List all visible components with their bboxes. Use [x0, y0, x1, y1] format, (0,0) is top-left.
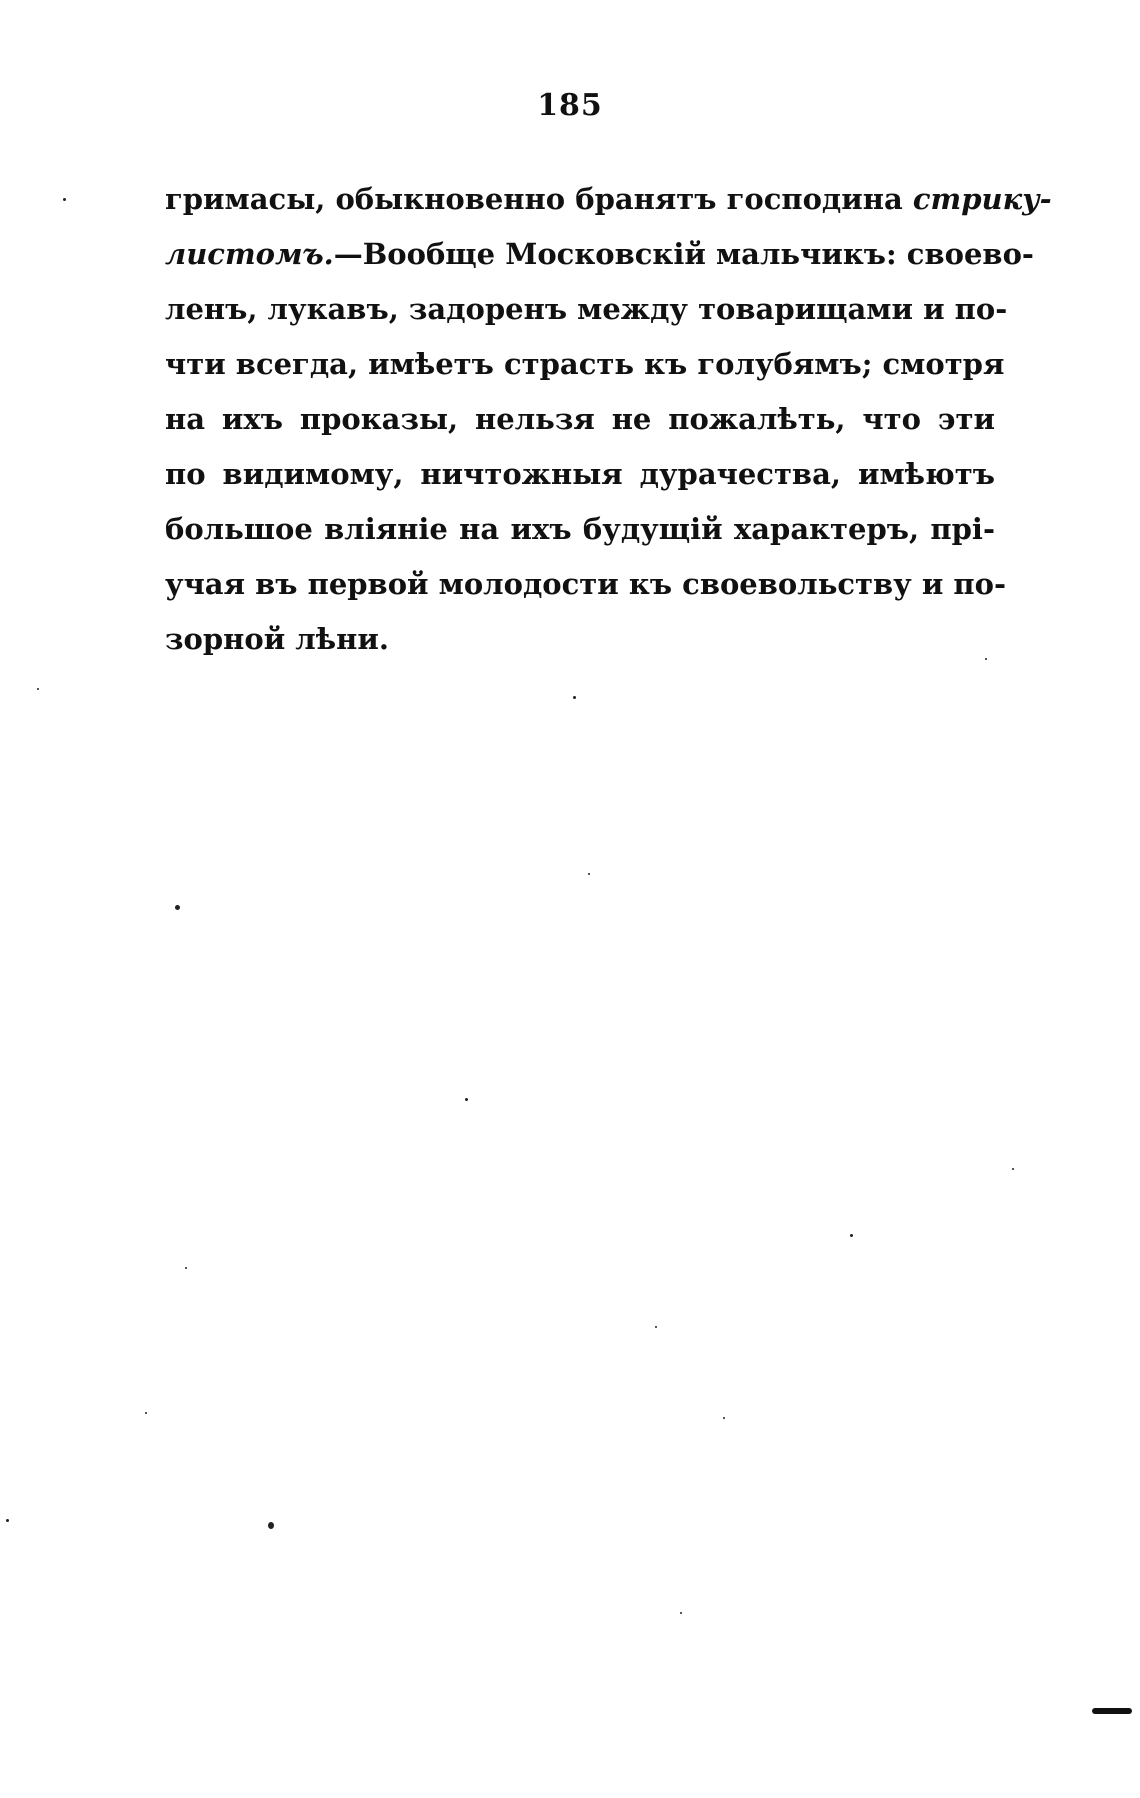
scan-speck — [850, 1234, 853, 1237]
body-text — [165, 172, 1052, 667]
text-line: по видимому, ничтожныя дурачества, имѣютъ — [165, 457, 995, 491]
scan-speck — [465, 1098, 468, 1101]
scan-speck — [985, 658, 987, 660]
text-line: большое вліяніе на ихъ будущій характеръ, прі- — [165, 512, 995, 546]
italic-word: листомъ. — [165, 237, 334, 271]
scan-speck — [655, 1326, 657, 1328]
scan-speck — [680, 1612, 682, 1614]
scan-speck — [6, 1519, 9, 1522]
text-line: чти всегда, имѣетъ страсть къ голубямъ; смотря — [165, 347, 1005, 381]
scan-speck — [588, 873, 590, 875]
text-line: на ихъ проказы, нельзя не пожалѣть, что эти — [165, 402, 995, 436]
scan-speck — [37, 688, 39, 690]
scan-speck — [175, 905, 180, 910]
scan-speck — [268, 1522, 274, 1529]
text-line-last: зорной лѣни. — [165, 622, 389, 656]
text-line: ленъ, лукавъ, задоренъ между товарищами и по- — [165, 292, 1008, 326]
scan-speck — [63, 198, 66, 201]
scan-speck — [185, 1267, 187, 1269]
scan-speck — [145, 1412, 147, 1414]
scan-speck — [723, 1417, 725, 1419]
text-line — [165, 172, 1052, 227]
scan-speck — [573, 696, 576, 699]
text-segment: гримасы, обыкновенно бранятъ господина — [165, 182, 913, 216]
page-number: 185 — [537, 88, 603, 123]
text-segment: —Вообще Московскій мальчикъ: своево- — [333, 237, 1034, 271]
text-line — [165, 227, 1034, 282]
margin-dash-mark — [1092, 1708, 1132, 1714]
italic-word: стрику- — [912, 182, 1052, 216]
scan-speck — [1012, 1168, 1014, 1170]
text-line: учая въ первой молодости къ своевольству и по- — [165, 567, 1007, 601]
